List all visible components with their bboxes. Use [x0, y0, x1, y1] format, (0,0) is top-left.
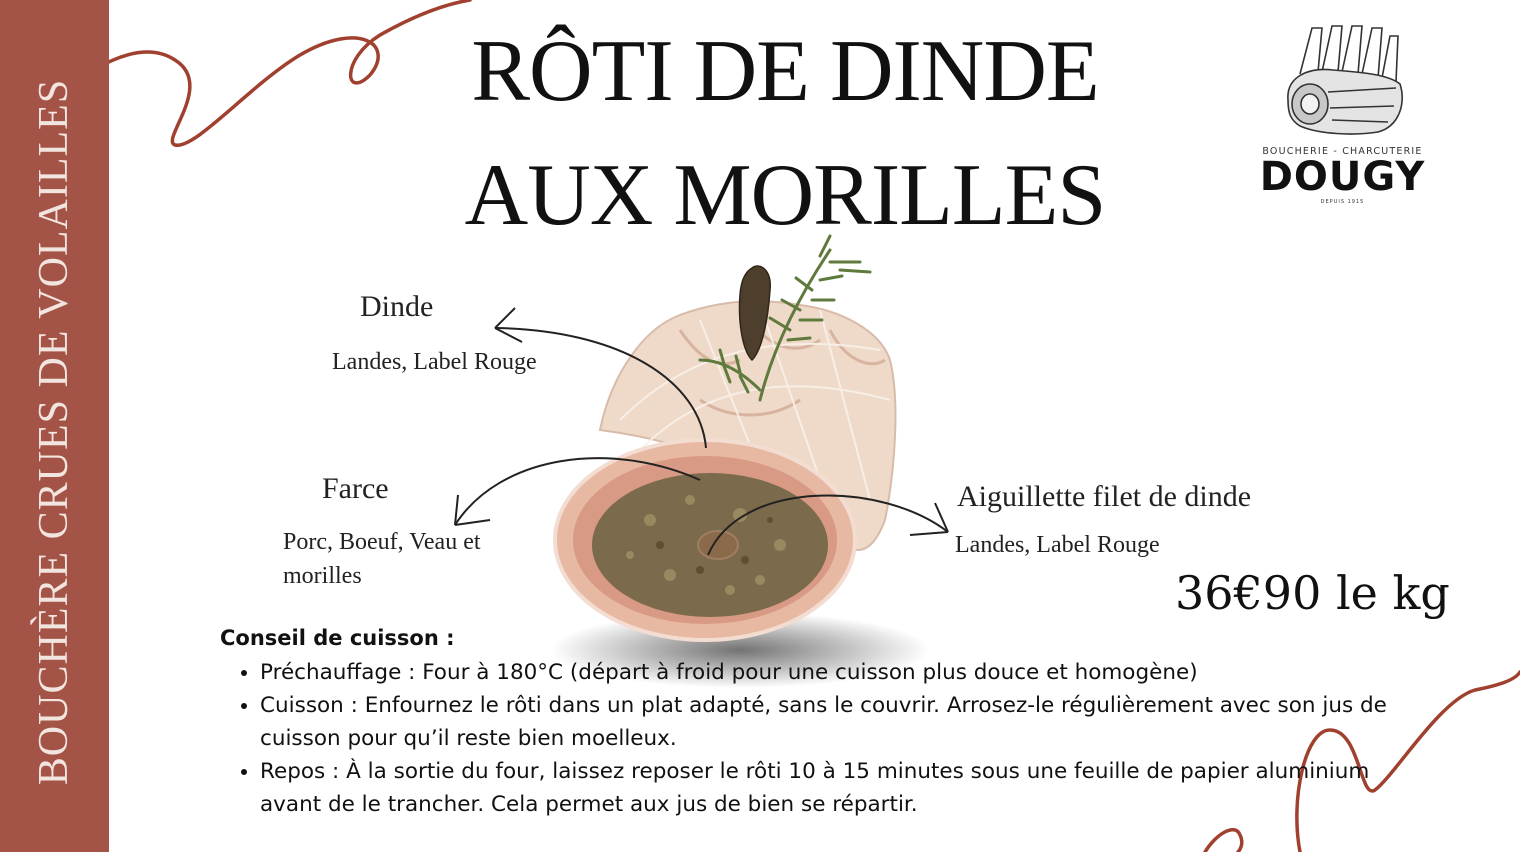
label-farce-detail-2: morilles [283, 563, 362, 589]
advice-item: • Repos : À la sortie du four, laissez reposer le rôti 10 à 15 minutes sous une feuille de papier aluminium avant de le trancher. Cela permet aux jus de bien se répartir. [260, 755, 1410, 821]
page-title-line-1: RÔTI DE DINDE [471, 23, 1099, 120]
logo-subtitle: BOUCHERIE - CHARCUTERIE [1262, 146, 1423, 157]
label-dinde-detail: Landes, Label Rouge [332, 349, 537, 375]
label-aiguillette-title: Aiguillette filet de dinde [957, 480, 1252, 513]
label-farce-detail-1: Porc, Boeuf, Veau et [283, 529, 481, 555]
sidebar-category-label: BOUCHÈRE CRUES DE VOLAILLES [31, 78, 77, 786]
label-dinde-title: Dinde [360, 290, 434, 323]
cooking-advice-title: Conseil de cuisson : [220, 626, 455, 650]
price-label: 36€90 le kg [1175, 566, 1450, 620]
logo-since: DEPUIS 1915 [1320, 199, 1365, 205]
advice-item: • Préchauffage : Four à 180°C (départ à froid pour une cuisson plus douce et homogène) [260, 656, 1410, 689]
page-title-line-2: AUX MORILLES [464, 147, 1106, 244]
cooking-advice-list [220, 656, 1410, 821]
logo-brand-name: DOUGY [1259, 154, 1426, 200]
label-farce-title: Farce [322, 472, 389, 505]
cooking-advice [220, 626, 1410, 821]
advice-item: • Cuisson : Enfournez le rôti dans un plat adapté, sans le couvrir. Arrosez-le régulièrement avec son jus de cuisson pour qu’il reste bien moelleux. [260, 689, 1410, 755]
label-aiguillette-detail: Landes, Label Rouge [955, 532, 1160, 558]
